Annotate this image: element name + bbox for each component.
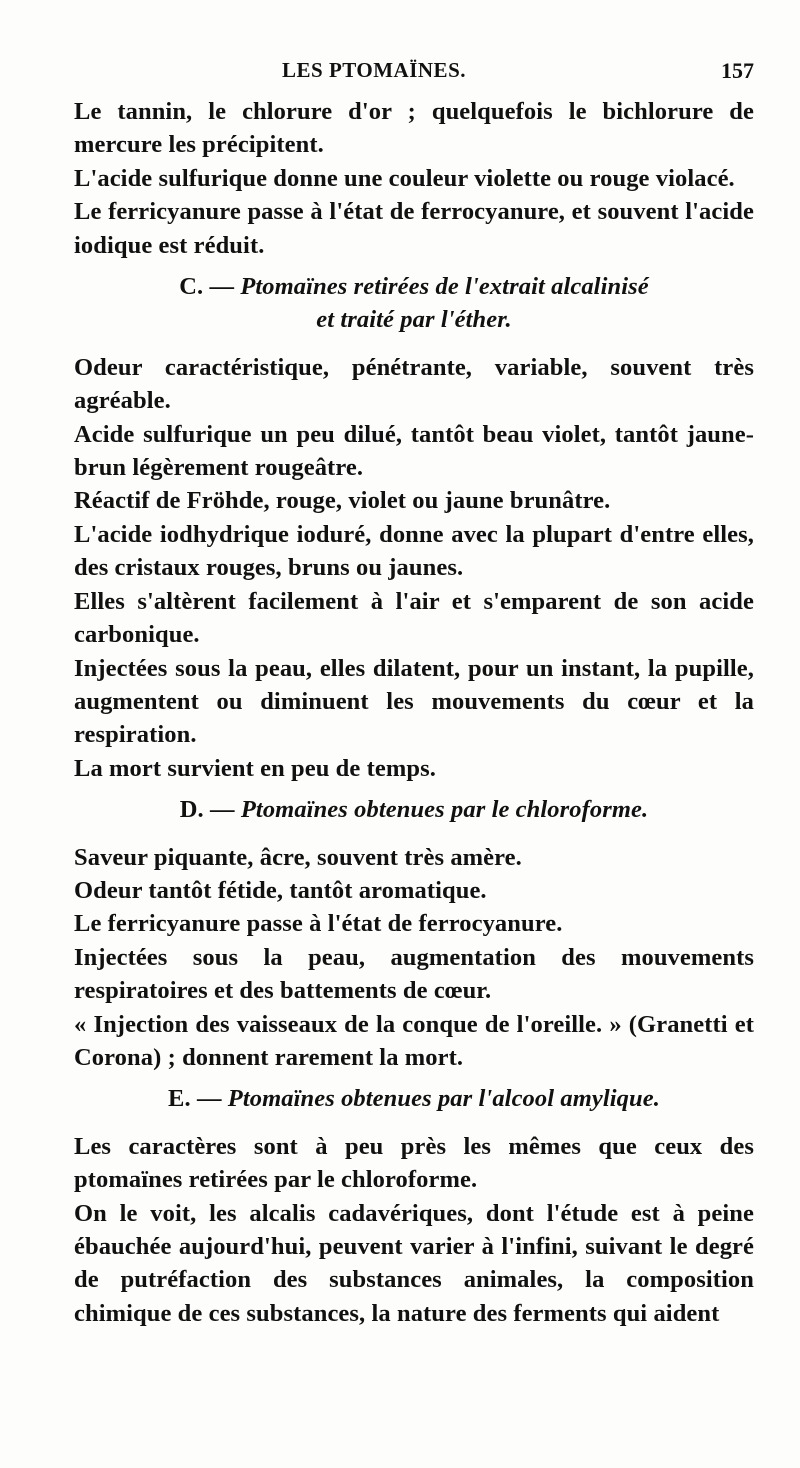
page-body	[74, 95, 754, 1330]
paragraph: La mort survient en peu de temps.	[74, 754, 436, 782]
paragraph: Acide sulfurique un peu dilué, tantôt beau violet, tantôt jaune-brun légèrement rougeâtre.	[74, 420, 754, 482]
heading-text: Ptomaïnes obtenues par l'alcool amylique.	[227, 1085, 660, 1113]
paragraph: Odeur caractéristique, pénétrante, variable, souvent très agréable.	[74, 353, 754, 415]
paragraph: Odeur tantôt fétide, tantôt aromatique.	[74, 876, 487, 904]
heading-line	[74, 1082, 754, 1115]
running-title: LES PTOMAÏNES.	[282, 58, 466, 82]
section-heading-c	[74, 270, 754, 337]
paragraph: Injectées sous la peau, elles dilatent, pour un instant, la pupille, augmentent ou diminuent les mouvements du cœur et la respiration.	[74, 654, 754, 749]
section-letter: C. —	[179, 273, 235, 301]
paragraph: Le ferricyanure passe à l'état de ferrocyanure, et souvent l'acide iodique est réduit.	[74, 198, 754, 259]
page-number: 157	[721, 58, 754, 83]
section-letter: D. —	[179, 796, 235, 824]
heading-line	[74, 793, 754, 826]
page-header	[74, 58, 754, 88]
heading-text: Ptomaïnes obtenues par le chloroforme.	[240, 796, 649, 824]
paragraph: On le voit, les alcalis cadavériques, dont l'étude est à peine ébauchée aujourd'hui, peuvent varier à l'infini, suivant le degré de putréfaction des substances animales, la composition chimique de ces substances, la nature des ferments qui aident	[74, 1199, 754, 1327]
paragraph: Injectées sous la peau, augmentation des mouvements respiratoires et des battements de cœur.	[74, 943, 754, 1005]
paragraph: L'acide iodhydrique ioduré, donne avec la plupart d'entre elles, des cristaux rouges, bruns ou jaunes.	[74, 520, 754, 582]
heading-text: Ptomaïnes retirées de l'extrait alcalinisé	[240, 273, 649, 301]
paragraph: Réactif de Fröhde, rouge, violet ou jaune brunâtre.	[74, 487, 611, 515]
section-heading-d	[74, 793, 754, 826]
paragraph: Saveur piquante, âcre, souvent très amère.	[74, 843, 522, 871]
section-heading-e	[74, 1082, 754, 1115]
paragraph: « Injection des vaisseaux de la conque de l'oreille. » (Granetti et Corona) ; donnent rarement la mort.	[74, 1010, 754, 1071]
paragraph: Les caractères sont à peu près les mêmes que ceux des ptomaïnes retirées par le chloroforme.	[74, 1132, 754, 1194]
paragraph: Le ferricyanure passe à l'état de ferrocyanure.	[74, 910, 563, 938]
paragraph: L'acide sulfurique donne une couleur violette ou rouge violacé.	[74, 164, 735, 192]
paragraph: Le tannin, le chlorure d'or ; quelquefois le bichlorure de mercure les précipitent.	[74, 98, 754, 159]
heading-line	[74, 270, 754, 303]
heading-line: et traité par l'éther.	[316, 306, 512, 334]
paragraph: Elles s'altèrent facilement à l'air et s'emparent de son acide carbonique.	[74, 587, 754, 649]
section-letter: E. —	[168, 1085, 222, 1113]
